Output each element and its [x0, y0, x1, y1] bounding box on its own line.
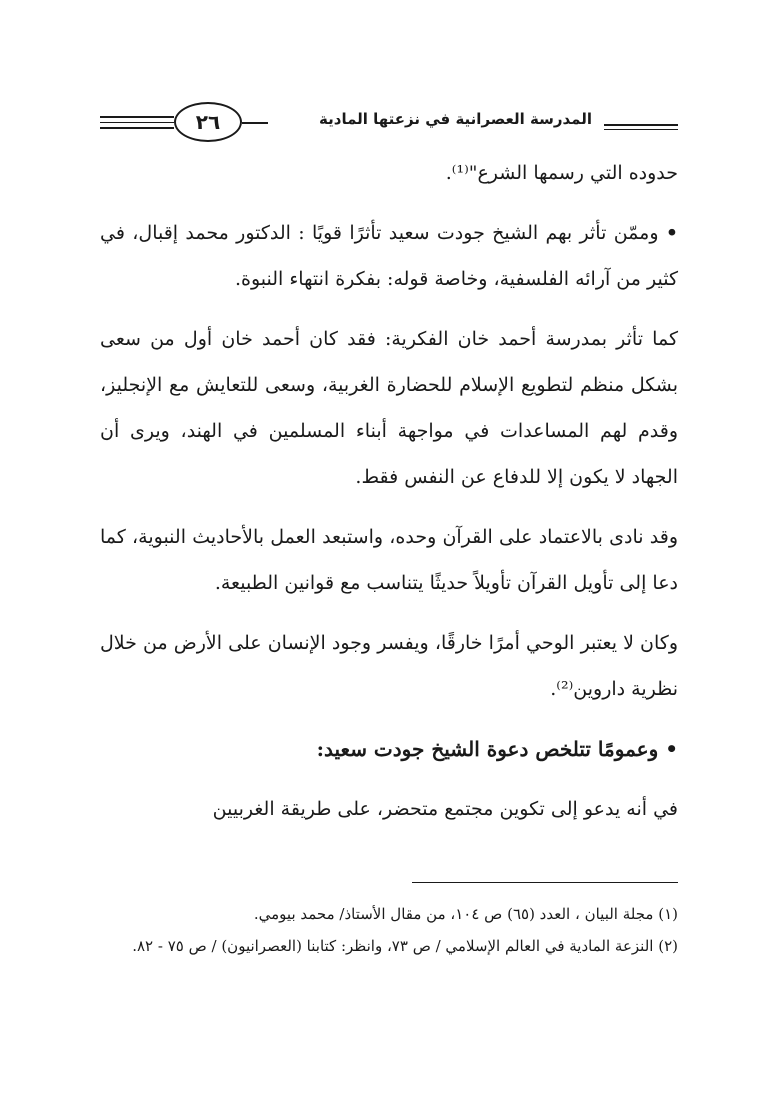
paragraph: حدوده التي رسمها الشرع"⁽¹⁾. [445, 162, 678, 184]
header-rule [100, 122, 174, 123]
footnotes [100, 898, 678, 962]
paragraph [100, 210, 678, 302]
body-text [100, 150, 678, 832]
footnote: (١) مجلة البيان ، العدد (٦٥) ص ١٠٤، من مقال الأستاذ/ محمد بيومي. [253, 905, 678, 923]
page-number-badge [174, 102, 242, 142]
heading-text: وعمومًا تتلخص دعوة الشيخ جودت سعيد: [316, 737, 659, 761]
footnote: (٢) النزعة المادية في العالم الإسلامي / ص ٧٣، وانظر: كتابنا (العصرانيون) / ص ٧٥ - ٨٢. [132, 937, 678, 955]
page-number: ٢٦ [195, 110, 221, 134]
bullet-icon: • [665, 737, 678, 761]
header-rule [100, 116, 174, 118]
header-rule [100, 127, 174, 129]
page-header [100, 92, 678, 148]
bullet-icon: • [665, 222, 679, 244]
footnote-divider [412, 882, 678, 883]
paragraph: وقد نادى بالاعتماد على القرآن وحده، واستبعد العمل بالأحاديث النبوية، كما دعا إلى تأويل القرآن تأويلاً حديثًا يتناسب مع قوانين الطبيعة. [100, 526, 678, 594]
header-rule [604, 129, 678, 130]
paragraph: كما تأثر بمدرسة أحمد خان الفكرية: فقد كان أحمد خان أول من سعى بشكل منظم لتطويع الإسلام للحضارة الغربية، وسعى للتعايش مع الإنجليز، وقدم لهم المساعدات في مواجهة أبناء المسلمين في الهند، ويرى أن الجهاد لا يكون إلا للدفاع عن النفس فقط. [100, 328, 678, 488]
running-title: المدرسة العصرانية في نزعتها المادية [319, 110, 592, 128]
paragraph: في أنه يدعو إلى تكوين مجتمع متحضر، على طريقة الغربيين [212, 798, 678, 820]
section-heading [100, 726, 678, 772]
header-rule [242, 122, 268, 124]
header-rule [604, 124, 678, 126]
paragraph: وكان لا يعتبر الوحي أمرًا خارقًا، ويفسر وجود الإنسان على الأرض من خلال نظرية داروين⁽²⁾. [100, 632, 678, 700]
paragraph-text: وممّن تأثر بهم الشيخ جودت سعيد تأثرًا قويًا : الدكتور محمد إقبال، في كثير من آرائه الفلسفية، وخاصة قوله: بفكرة انتهاء النبوة. [100, 222, 678, 290]
